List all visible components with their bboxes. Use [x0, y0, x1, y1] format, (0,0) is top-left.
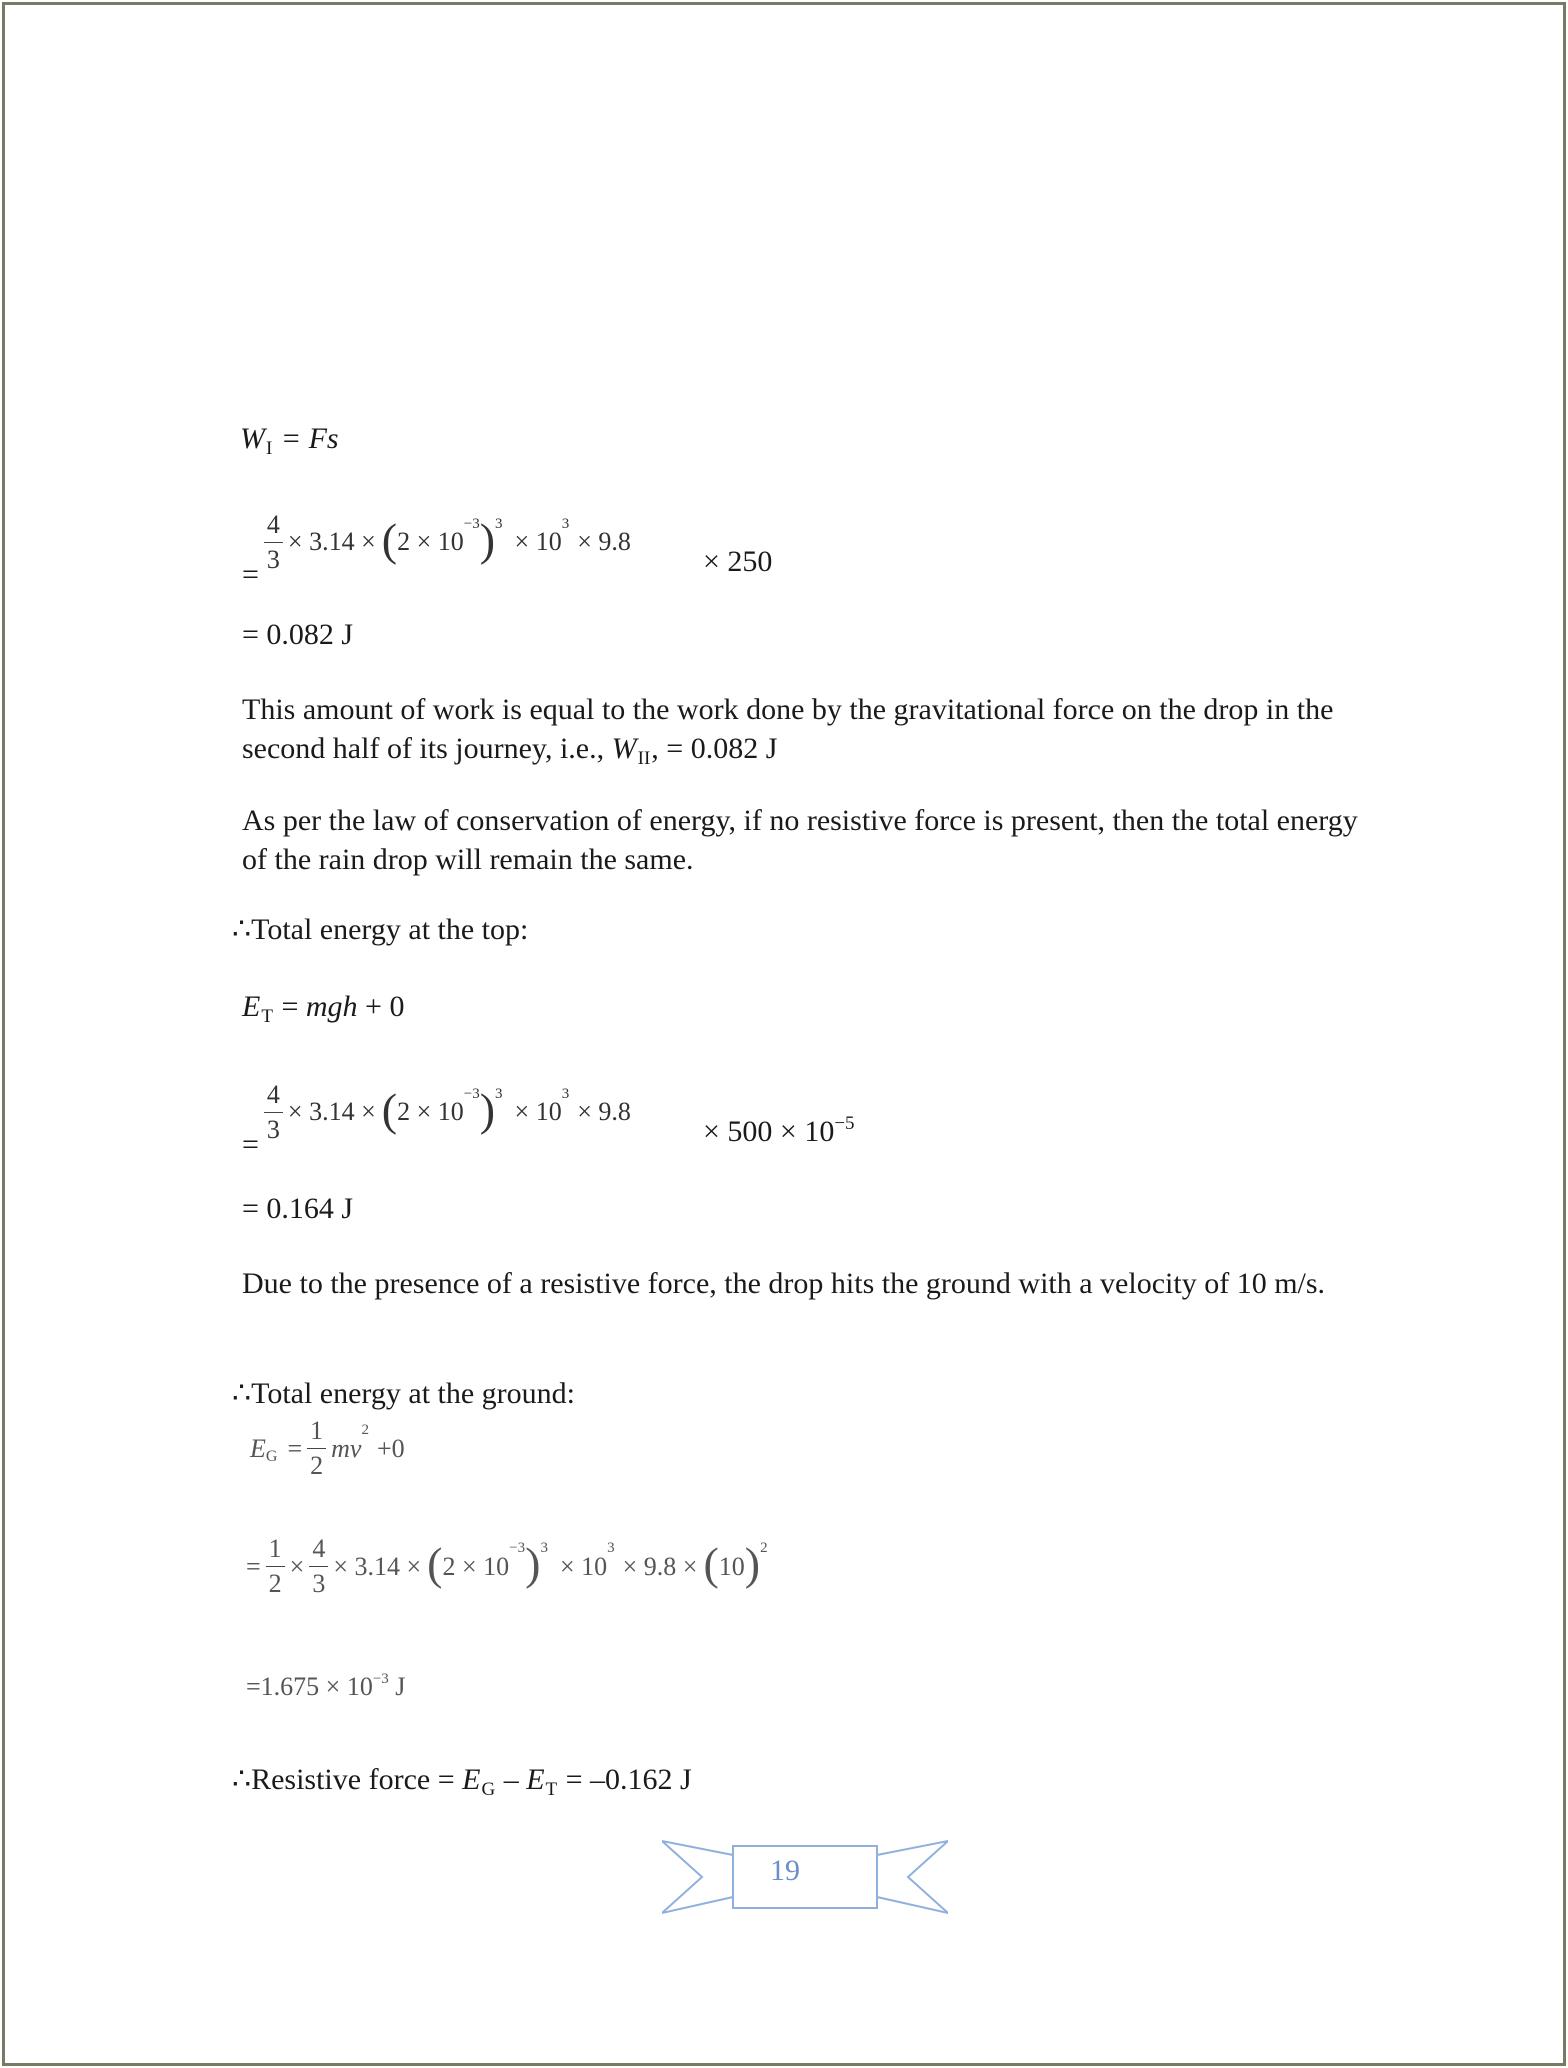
mv-exp: 2 [361, 1422, 369, 1438]
sub-g: G [265, 1447, 278, 1465]
expr-10: × 10 [514, 1097, 562, 1126]
eq-sign: = [287, 1433, 303, 1463]
energy-ground-result [246, 1672, 405, 1702]
plus-zero: + 0 [357, 990, 405, 1023]
para1-tail: , = 0.082 J [651, 732, 778, 765]
times-500-term [703, 1115, 855, 1149]
var-mgh: mgh [305, 990, 358, 1023]
energy-top-result: = 0.164 J [242, 1192, 354, 1225]
paren-close: ) [479, 1083, 496, 1135]
var-eg: E [462, 1763, 481, 1796]
resistive-label: ∴Resistive force = [232, 1763, 463, 1796]
var-et: E [526, 1763, 545, 1796]
tail-exp: −5 [834, 1113, 855, 1134]
page-number: 19 [770, 1854, 800, 1887]
fraction-1-2: $\frac{1}{2}$ [307, 1418, 326, 1479]
plus-zero: +0 [376, 1433, 405, 1463]
equals-sign: = [242, 1128, 259, 1161]
total-energy-ground-label: ∴Total energy at the ground: [232, 1377, 576, 1410]
paragraph-conservation: As per the law of conservation of energy, if no resistive force is present, then the total energy of the rain drop will remain the same. [242, 804, 1358, 876]
sub-t: T [261, 1006, 273, 1027]
expr-10-exp: 3 [561, 515, 570, 532]
result-unit: J [388, 1672, 406, 1701]
paren-open: ( [381, 1083, 398, 1135]
inner-exp: −3 [463, 515, 480, 532]
paren-open-2: ( [703, 1538, 719, 1589]
tail-text: × 500 × 10 [703, 1115, 835, 1148]
outer-exp: 3 [495, 1085, 503, 1102]
para1-text: This amount of work is equal to the work done by the gravitational force on the drop in the second half of its journey, i.e., [242, 693, 1334, 765]
var-mv: mv [331, 1433, 362, 1463]
var-e: E [242, 990, 261, 1023]
var-w2: W [611, 732, 637, 765]
outer-exp: 3 [540, 1540, 548, 1556]
tail-exp: 2 [760, 1540, 768, 1556]
resistive-result: = –0.162 J [558, 1763, 692, 1796]
inner-expr: 2 × 10 [442, 1551, 510, 1581]
expr-3-14: × 3.14 × [333, 1551, 422, 1581]
expr-10: × 10 [559, 1551, 608, 1581]
paragraph-work-equal [242, 690, 1382, 772]
expr-10: × 10 [514, 527, 562, 556]
inner-exp: −3 [509, 1540, 526, 1556]
inner-exp: −3 [463, 1085, 480, 1102]
paragraph-resistive-force: Due to the presence of a resistive force, the drop hits the ground with a velocity of 10 m/s. [242, 1267, 1326, 1300]
times-sign: × [289, 1551, 305, 1581]
tail-inner: 10 [718, 1551, 745, 1581]
var-e: E [250, 1433, 266, 1463]
energy-top-calc-equation [242, 1062, 631, 1162]
minus-sign: – [496, 1763, 527, 1796]
times-250: × 250 [703, 545, 773, 578]
paren-open: ( [427, 1538, 443, 1589]
work-result: = 0.082 J [242, 618, 354, 651]
var-w: W [240, 422, 265, 455]
result-text: =1.675 × 10 [246, 1672, 373, 1701]
rhs-fs: = Fs [280, 422, 339, 455]
total-energy-top-label: ∴Total energy at the top: [232, 913, 529, 946]
inner-expr: 2 × 10 [397, 527, 464, 556]
sub-i: I [266, 438, 273, 459]
fraction-4-3: $\frac{4}{3}$ [264, 1082, 283, 1143]
paren-open: ( [381, 513, 398, 565]
resistive-force-line [232, 1762, 692, 1800]
energy-ground-calc-equation [246, 1536, 768, 1597]
expr-9-8: × 9.8 × [622, 1551, 698, 1581]
inner-expr: 2 × 10 [397, 1097, 464, 1126]
expr-10-exp: 3 [607, 1540, 615, 1556]
work-calc-equation [242, 492, 631, 592]
paren-close: ) [525, 1538, 541, 1589]
fraction-4-3: $\frac{4}{3}$ [309, 1536, 328, 1597]
sub-g: G [481, 1779, 496, 1800]
energy-top-heading [242, 990, 405, 1027]
eq-sign: = [273, 990, 306, 1023]
expr-3-14: × 3.14 × [287, 1097, 376, 1126]
paren-close-2: ) [744, 1538, 761, 1589]
equals-sign: = [246, 1551, 261, 1581]
outer-exp: 3 [495, 515, 503, 532]
expr-10-exp: 3 [561, 1085, 570, 1102]
sub-t: T [545, 1779, 558, 1800]
expr-3-14: × 3.14 × [287, 527, 376, 556]
expr-9-8: × 9.8 [577, 1097, 631, 1126]
equals-sign: = [242, 558, 259, 591]
sub-ii: II [637, 748, 651, 769]
fraction-4-3: $\frac{4}{3}$ [264, 512, 283, 573]
work-first-half-heading [240, 422, 339, 459]
fraction-1-2: $\frac{1}{2}$ [266, 1536, 285, 1597]
paren-close: ) [479, 513, 496, 565]
result-exp: −3 [372, 1671, 389, 1687]
energy-ground-formula [250, 1418, 405, 1479]
expr-9-8: × 9.8 [577, 527, 631, 556]
